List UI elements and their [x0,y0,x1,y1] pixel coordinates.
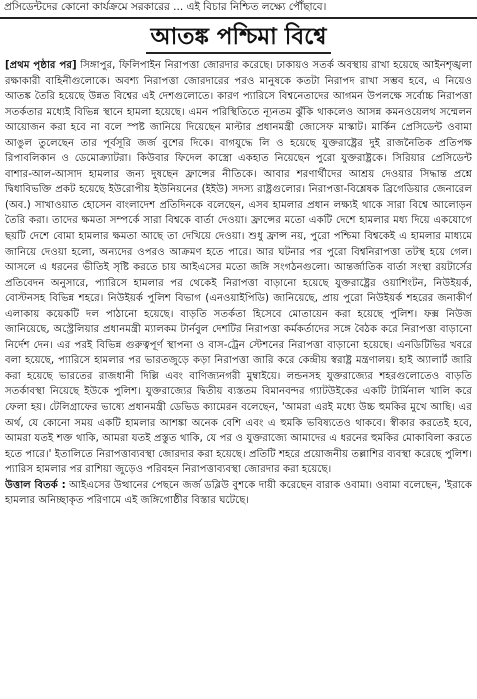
article-paragraph-main [5,58,472,478]
article-lead-text: সিঙ্গাপুর, ফিলিপাইন নিরাপত্তা জোরদার করেছে। ঢাকায়ও সতর্ক অবস্থায় রাখা হয়েছে আইনশৃঙ্খলা রক্ষাকারী বাহিনীগুলোকে। অবশ্য নিরাপত্তা জোরদারের পরও মানুষকে কতটা নিরাপদ রাখা সম্ভব হবে, এ নিয়েও আতঙ্ক তৈরি হয়েছে উন্নত বিশ্বের এই দেশগুলোতে। কারণ প্যারিসে বিশ্বনেতাদের আগমন উপলক্ষে সর্বোচ্চ নিরাপত্তা সতর্কতার মধ্যেই বিভিন্ন স্থানে হামলা হয়েছে। এমন পরিস্থিতিতে ন্যূনতম ঝুঁকি থাকলেও আসন্ন কমনওয়েলথ সম্মেলন আয়োজন করা হবে না বলে স্পষ্ট জানিয়ে দিয়েছেন মাল্টার প্রধানমন্ত্রী জোসেফ মাস্কাট। মার্কিন প্রেসিডেন্ট ওবামা আঙুল তুলেছেন তার পূর্বসূরি জর্জ বুশের দিকে। বাগযুদ্ধে লি ও হয়েছে যুক্তরাষ্ট্রের দুই রাজনৈতিক প্রতিপক্ষ রিপাবলিকান ও ডেমোক্র্যাটরা। কিউবার ফিদেল কাস্ত্রো একহাত নিয়েছেন পুরো যুক্তরাষ্ট্রকে। সিরিয়ার প্রেসিডেন্ট বাশার-আল-আসাদ হামলার জন্য দুষছেন ফ্রান্সের নীতিকে। আবার শরণার্থীদের আশ্রয় দেওয়ার সিদ্ধান্ত প্রশ্নে দ্বিধাবিভক্তি প্রকট হয়েছে ইউরোপীয় ইউনিয়নের (ইইউ) সদস্য রাষ্ট্রগুলোর। নিরাপত্তা-বিশ্লেষক ব্রিগেডিয়ার জেনারেল (অব.) সাখাওয়াত হোসেন বাংলাদেশ প্রতিদিনকে বলেছেন, এসব হামলার প্রধান লক্ষ্যই থাকে সারা বিশ্বে আলোড়ন তৈরি করা। তাদের ক্ষমতা সম্পর্কে সারা বিশ্বকে বার্তা দেওয়া। ফ্রান্সের মতো একটি দেশে হামলার মধ্য দিয়ে একযোগে ছয়টি দেশে বোমা হামলার ক্ষমতা আছে তা দেখিয়ে দেওয়া। শুধু ফ্রান্স নয়, পুরো পশ্চিমা বিশ্বকেই এ হামলার মাধ্যমে জানিয়ে দেওয়া হলো, অন্যদের ওপরও আক্রমণ হতে পারে। আর ঘটনার পর পুরো বিশ্বনিরাপত্তা তটস্থ হয়ে গেল। আসলে এ ধরনের ভীতিই সৃষ্টি করতে চায় আইএসের মতো জঙ্গি সংগঠনগুলো। আন্তর্জাতিক বার্তা সংস্থা রয়টার্সের প্রতিবেদন অনুসারে, প্যারিসে হামলার পর থেকেই নিরাপত্তা বাড়ানো হয়েছে যুক্তরাষ্ট্রের ওয়াশিংটন, নিউইয়র্ক, বোস্টনসহ বিভিন্ন শহরে। নিউইয়র্ক পুলিশ বিভাগ (এনওয়াইপিডি) জানিয়েছে, প্রায় পুরো নিউইয়র্ক শহরের জনাকীর্ণ এলাকায় কয়েকটি দল পাঠানো হয়েছে। বাড়তি সতর্কতা হিসেবে মোতায়েন করা হয়েছে পুলিশ। ফক্স নিউজ জানিয়েছে, অস্ট্রেলিয়ার প্রধানমন্ত্রী ম্যালকম টার্নবুল দেশটির নিরাপত্তা কর্মকর্তাদের সঙ্গে বৈঠক করে নিরাপত্তা বাড়ানো নির্দেশ দেন। এর পরই বিভিন্ন গুরুত্বপূর্ণ স্থাপনা ও বাস-ট্রেন স্টেশনের নিরাপত্তা বাড়ানো হয়েছে। এনডিটিভির খবরে বলা হয়েছে, প্যারিসে হামলার পর ভারতজুড়ে কড়া নিরাপত্তা জারি করে কেন্দ্রীয় স্বরাষ্ট্র মন্ত্রণালয়। হাই অ্যালার্ট জারি করা হয়েছে ভারতের রাজধানী দিল্লি এবং বাণিজ্যনগরী মুম্বাইয়ে। লন্ডনসহ যুক্তরাজ্যের শহরগুলোতেও বাড়তি সতর্কাবস্থা নিয়েছে ইউকে পুলিশ। যুক্তরাজ্যের দ্বিতীয় ব্যস্ততম বিমানবন্দর গ্যাটউইকের একটি টার্মিনাল খালি করে ফেলা হয়। টেলিগ্রাফের ভাষ্যে প্রধানমন্ত্রী ডেভিড ক্যামেরন বলেছেন, 'আমরা এরই মধ্যে উচ্চ হুমকির মুখে আছি। এর অর্থ, যে কোনো সময় একটি হামলার আশঙ্কা অনেক বেশি এবং এ হুমকি ভবিষ্যতেও থাকবে। স্বীকার করতেই হবে, আমরা যতই শক্ত থাকি, আমরা যতই প্রস্তুত থাকি, যে পর ও যুক্তরাজ্যে আমাদের এ ধরনের হুমকির মোকাবিলা করতে হতে পারে।' ইতালিতে নিরাপত্তাব্যবস্থা জোরদার করা হয়েছে। প্রতিটি শহরে প্রয়োজনীয় তল্লাশির ব্যবস্থা করেছে পুলিশ। প্যারিস হামলার পর রাশিয়া জুড়েও পরিবহন নিরাপত্তাব্যবস্থা জোরদার করা হয়েছে। [5,60,472,476]
continued-from-label: [প্রথম পৃষ্ঠার পর] [5,60,77,71]
headline: আতঙ্ক পশ্চিমা বিশ্বে [146,22,330,54]
subhead-label: উত্তাল বিতর্ক : [5,479,66,491]
article-body [5,58,472,694]
previous-article-tail: প্রসিডেন্টদের কোনো কার্যক্রমে সরকারের ... এই বিচার নিশ্চিত লক্ষ্যে পৌঁছাবে। [4,1,327,13]
top-divider [0,17,477,19]
headline-block [0,22,477,56]
article-paragraph-debate [5,478,472,509]
article-tail-text: আইএসের উত্থানের পেছনে জর্জ ডব্লিউ বুশকে দায়ী করেছেন বারাক ওবামা। ওবামা বলেছেন, 'ইরাকে হামলার অনিচ্ছাকৃত পরিণামে এই জঙ্গিগোষ্ঠীর বিস্তার ঘটেছে। [5,479,472,507]
